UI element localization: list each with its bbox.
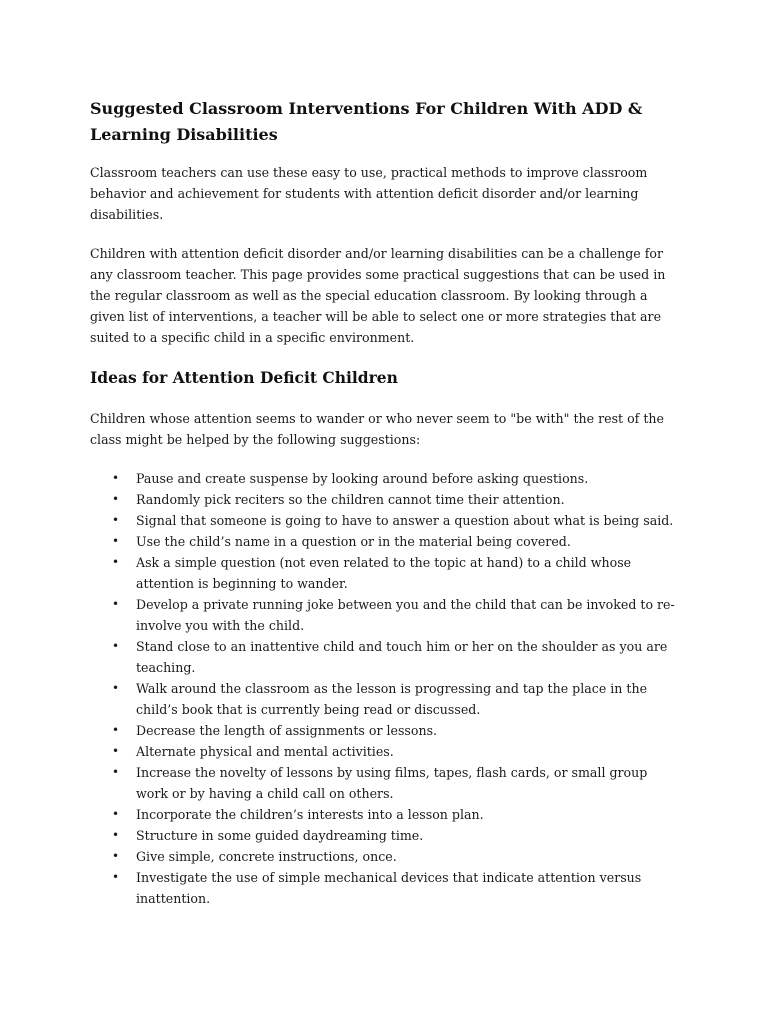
list-item (90, 594, 680, 636)
list-item-text: Walk around the classroom as the lesson is progressing and tap the place in the child’s book that is currently being read or discussed. (136, 681, 648, 717)
bullet-icon: • (112, 807, 120, 821)
bullet-icon: • (112, 639, 120, 653)
list-item-text: Signal that someone is going to have to answer a question about what is being said. (136, 513, 674, 528)
bullet-icon: • (112, 870, 120, 884)
list-item-text: Incorporate the children’s interests into a lesson plan. (136, 807, 484, 822)
list-item-text: Alternate physical and mental activities. (136, 744, 394, 759)
list-item (90, 762, 680, 804)
list-item (90, 636, 680, 678)
list-item (90, 804, 680, 825)
document-page (90, 96, 680, 909)
list-item (90, 720, 680, 741)
list-item-text: Structure in some guided daydreaming time. (136, 828, 424, 843)
list-item (90, 510, 680, 531)
list-item-text: Randomly pick reciters so the children cannot time their attention. (136, 492, 565, 507)
list-item (90, 741, 680, 762)
list-item-text: Decrease the length of assignments or lessons. (136, 723, 438, 738)
body-paragraph: Children with attention deficit disorder and/or learning disabilities can be a challenge for any classroom teacher. This page provides some practical suggestions that can be used in the regular classroom as well as the special education classroom. By looking through a given list of interventions, a teacher will be able to select one or more strategies that are suited to a specific child in a specific environment. (90, 246, 666, 345)
page-title: Suggested Classroom Interventions For Children With ADD & Learning Disabilities (90, 99, 643, 144)
list-item (90, 867, 680, 909)
list-item-text: Stand close to an inattentive child and touch him or her on the shoulder as you are teaching. (136, 639, 668, 675)
bullet-icon: • (112, 828, 120, 842)
bullet-icon: • (112, 765, 120, 779)
list-item-text: Increase the novelty of lessons by using films, tapes, flash cards, or small group work or by having a child call on others. (136, 765, 648, 801)
bullet-icon: • (112, 555, 120, 569)
section-intro-paragraph: Children whose attention seems to wander or who never seem to "be with" the rest of the class might be helped by the following suggestions: (90, 411, 664, 447)
bullet-icon: • (112, 849, 120, 863)
bullet-icon: • (112, 681, 120, 695)
list-item (90, 531, 680, 552)
list-item (90, 468, 680, 489)
bullet-icon: • (112, 744, 120, 758)
list-item (90, 825, 680, 846)
bullet-icon: • (112, 492, 120, 506)
list-item-text: Investigate the use of simple mechanical devices that indicate attention versus inattention. (136, 870, 642, 906)
bullet-icon: • (112, 534, 120, 548)
bullet-icon: • (112, 513, 120, 527)
list-item-text: Develop a private running joke between you and the child that can be invoked to re-involve you with the child. (136, 597, 675, 633)
list-item-text: Pause and create suspense by looking around before asking questions. (136, 471, 589, 486)
list-item (90, 552, 680, 594)
suggestion-list (90, 468, 680, 909)
bullet-icon: • (112, 597, 120, 611)
list-item-text: Ask a simple question (not even related to the topic at hand) to a child whose attention is beginning to wander. (136, 555, 632, 591)
bullet-icon: • (112, 471, 120, 485)
intro-paragraph: Classroom teachers can use these easy to use, practical methods to improve classroom behavior and achievement for students with attention deficit disorder and/or learning disabilities. (90, 165, 648, 222)
list-item-text: Give simple, concrete instructions, once. (136, 849, 397, 864)
list-item (90, 678, 680, 720)
list-item (90, 489, 680, 510)
list-item-text: Use the child’s name in a question or in the material being covered. (136, 534, 571, 549)
bullet-icon: • (112, 723, 120, 737)
list-item (90, 846, 680, 867)
section-heading: Ideas for Attention Deficit Children (90, 368, 398, 387)
